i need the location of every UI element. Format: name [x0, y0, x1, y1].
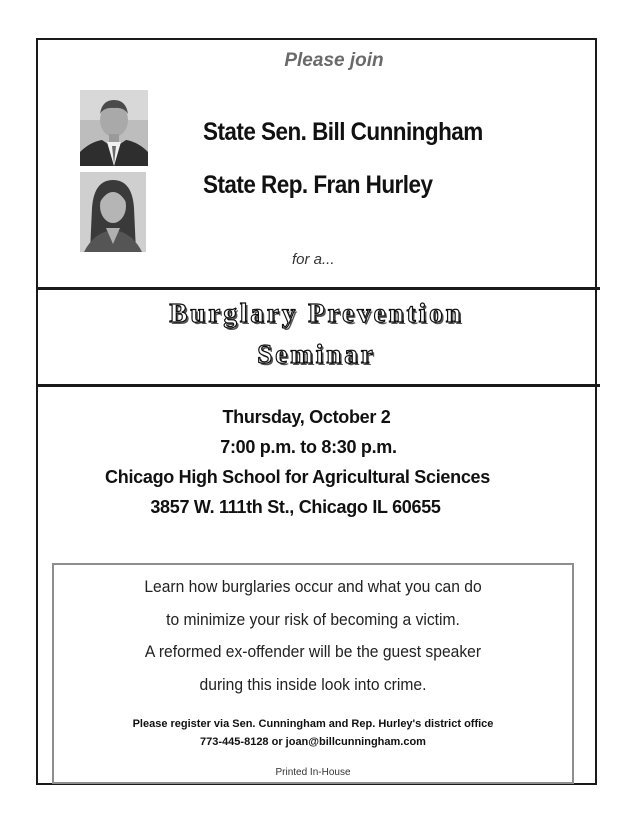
headshot-man-photo [80, 90, 148, 166]
please-join-text: Please join [284, 50, 384, 71]
registration-line: Please register via Sen. Cunningham and Rep. Hurley's district office [132, 718, 494, 730]
for-a-text: for a... [292, 251, 335, 268]
description-line: during this inside look into crime. [199, 674, 427, 694]
registration-info [54, 715, 572, 751]
event-venue: Chicago High School for Agricultural Sciences [105, 467, 490, 487]
event-address: 3857 W. 111th St., Chicago IL 60655 [150, 497, 441, 517]
please-join-heading [0, 50, 638, 72]
description-line: Learn how burglaries occur and what you can do [144, 577, 482, 596]
divider-bottom [36, 384, 600, 387]
headshot-woman-icon [80, 172, 146, 252]
description-line: to minimize your risk of becoming a victim. [166, 609, 460, 629]
event-time: 7:00 p.m. to 8:30 p.m. [220, 437, 397, 457]
host-name-representative: State Rep. Fran Hurley [203, 171, 433, 199]
host-name-senator: State Sen. Bill Cunningham [203, 118, 483, 146]
event-title-line1: Burglary Prevention [169, 298, 464, 328]
headshot-woman-photo [80, 172, 146, 252]
event-date: Thursday, October 2 [222, 407, 391, 427]
description-text [54, 571, 572, 701]
description-box [52, 563, 574, 784]
printed-in-house-note: Printed In-House [275, 767, 351, 778]
event-title-line2: Seminar [257, 339, 376, 369]
description-line: A reformed ex-offender will be the guest speaker [144, 642, 482, 661]
divider-top [36, 287, 600, 290]
event-details [36, 402, 597, 522]
registration-contact: 773-445-8128 or joan@billcunningham.com [200, 736, 426, 748]
headshot-man-icon [80, 90, 148, 166]
